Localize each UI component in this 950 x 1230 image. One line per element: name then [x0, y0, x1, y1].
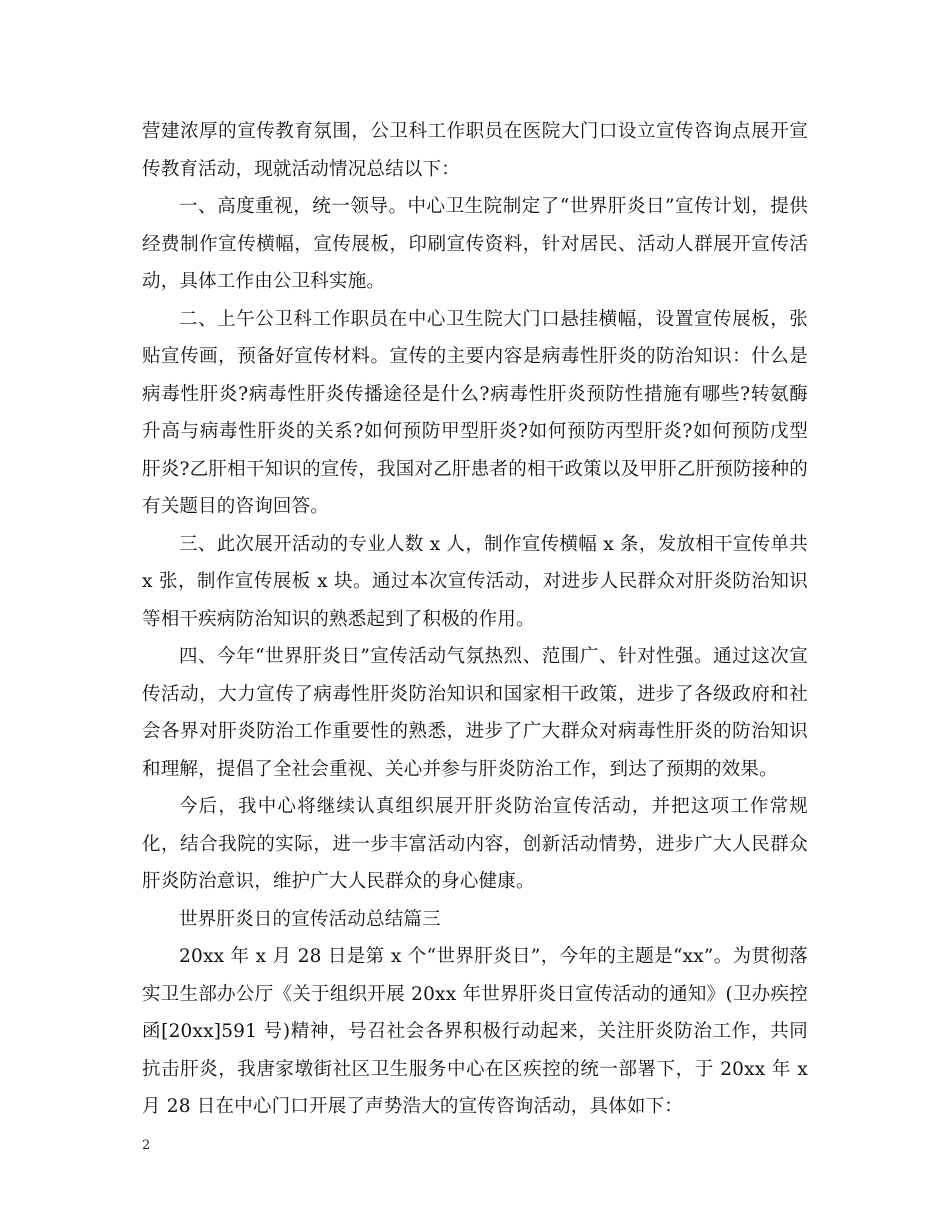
paragraph-conclusion: 今后，我中心将继续认真组织展开肝炎防治宣传活动，并把这项工作常规化，结合我院的实际，进一步丰富活动内容，创新活动情势，进步广大人民群众肝炎防治意识，维护广大人民群众的身心健康。: [142, 796, 808, 892]
section-heading: 世界肝炎日的宣传活动总结篇三: [179, 908, 441, 930]
document-body: [142, 113, 808, 1126]
paragraph-intro: 营建浓厚的宣传教育氛围，公卫科工作职员在医院大门口设立宣传咨询点展开宣传教育活动，现就活动情况总结以下：: [142, 121, 808, 180]
paragraph-item-three: 三、此次展开活动的专业人数 x 人，制作宣传横幅 x 条，发放相干宣传单共 x 张，制作宣传展板 x 块。通过本次宣传活动，对进步人民群众对肝炎防治知识等相干疾病防治知识的熟悉起到了积极的作用。: [142, 533, 808, 630]
paragraph-item-two: 二、上午公卫科工作职员在中心卫生院大门口悬挂横幅，设置宣传展板，张贴宣传画，预备好宣传材料。宣传的主要内容是病毒性肝炎的防治知识：什么是病毒性肝炎?病毒性肝炎传播途径是什么?病毒性肝炎预防性措施有哪些?转氨酶升高与病毒性肝炎的关系?如何预防甲型肝炎?如何预防丙型肝炎?如何预防戊型肝炎?乙肝相干知识的宣传，我国对乙肝患者的相干政策以及甲肝乙肝预防接种的有关题目的咨询回答。: [142, 308, 808, 517]
paragraph-item-four: 四、今年“世界肝炎日”宣传活动气氛热烈、范围广、针对性强。通过这次宣传活动，大力宣传了病毒性肝炎防治知识和国家相干政策，进步了各级政府和社会各界对肝炎防治工作重要性的熟悉，进步了广大群众对病毒性肝炎的防治知识和理解，提倡了全社会重视、关心并参与肝炎防治工作，到达了预期的效果。: [142, 646, 808, 780]
paragraph-section-intro: 20xx 年 x 月 28 日是第 x 个“世界肝炎日”，今年的主题是“xx”。为贯彻落实卫生部办公厅《关于组织开展 20xx 年世界肝炎日宣传活动的通知》(卫办疾控函[20xx]591 号)精神，号召社会各界积极行动起来，关注肝炎防治工作，共同抗击肝炎，我唐家墩街社区卫生服务中心在区疾控的统一部署下，于 20xx 年 x 月 28 日在中心门口开展了声势浩大的宣传咨询活动，具体如下：: [142, 946, 808, 1117]
paragraph-item-one: 一、高度重视，统一领导。中心卫生院制定了“世界肝炎日”宣传计划，提供经费制作宣传横幅，宣传展板，印刷宣传资料，针对居民、活动人群展开宣传活动，具体工作由公卫科实施。: [142, 196, 808, 292]
page-number: 2: [142, 1138, 151, 1153]
